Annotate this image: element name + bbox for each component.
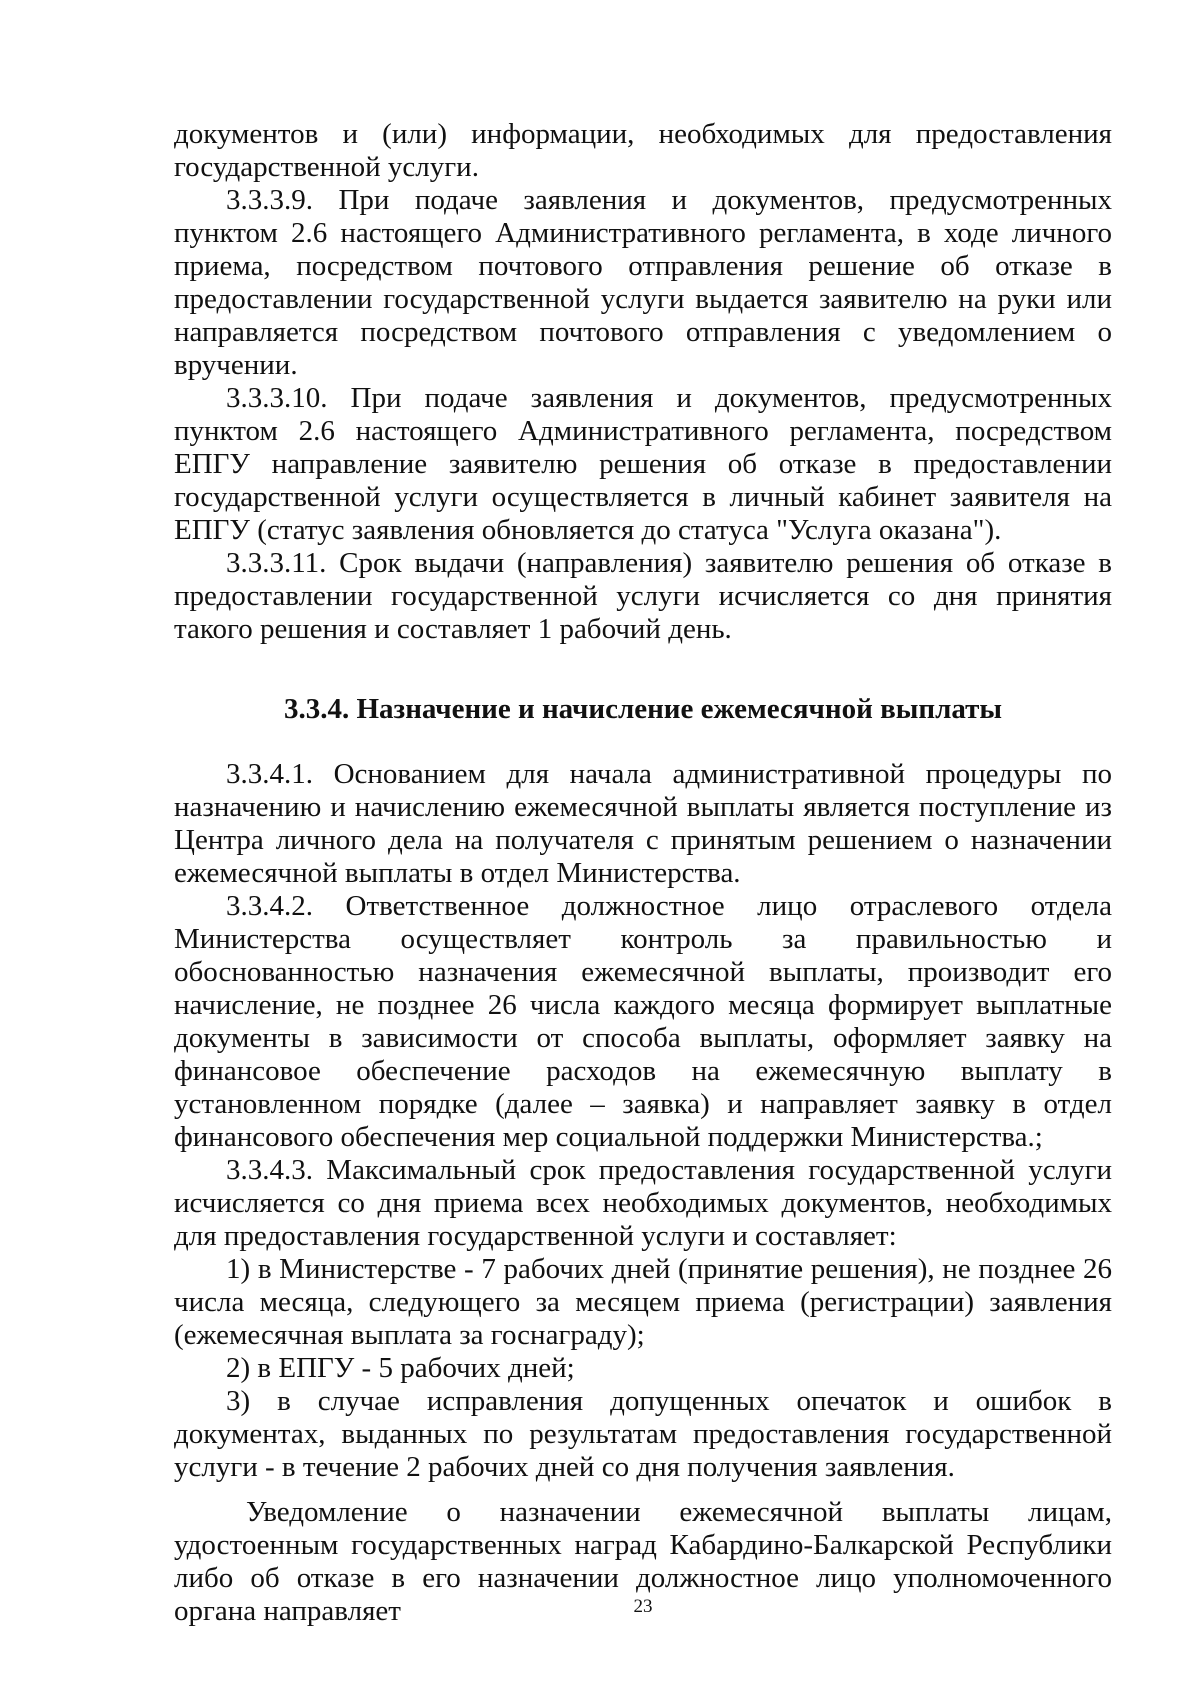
paragraph-3-3-4-1: 3.3.4.1. Основанием для начала административной процедуры по назначению и начислению ежемесячной выплаты является поступление из Центра личного дела на получателя с принятым решением о назначении ежемесячной выплаты в отдел Министерства.	[174, 758, 1112, 889]
paragraph-3-3-3-10: 3.3.3.10. При подаче заявления и документов, предусмотренных пунктом 2.6 настоящего Административного регламента, посредством ЕПГУ направление заявителю решения об отказе в предоставлении государственной услуги осуществляется в личный кабинет заявителя на ЕПГУ (статус заявления обновляется до статуса "Услуга оказана").	[174, 382, 1112, 546]
list-item-2: 2) в ЕПГУ - 5 рабочих дней;	[226, 1352, 575, 1384]
list-item-1: 1) в Министерстве - 7 рабочих дней (принятие решения), не позднее 26 числа месяца, следующего за месяцем приема (регистрации) заявления (ежемесячная выплата за госнаграду);	[174, 1253, 1112, 1351]
list-item-3: 3) в случае исправления допущенных опечаток и ошибок в документах, выданных по результатам предоставления государственной услуги - в течение 2 рабочих дней со дня получения заявления.	[174, 1385, 1112, 1483]
paragraph-3-3-3-9: 3.3.3.9. При подаче заявления и документов, предусмотренных пунктом 2.6 настоящего Административного регламента, в ходе личного приема, посредством почтового отправления решение об отказе в предоставлении государственной услуги выдается заявителю на руки или направляется посредством почтового отправления с уведомлением о вручении.	[174, 184, 1112, 381]
closing-paragraph: Уведомление о назначении ежемесячной выплаты лицам, удостоенным государственных наград Кабардино-Балкарской Республики либо об отказе в его назначении должностное лицо уполномоченного органа направляет	[174, 1496, 1112, 1627]
paragraph-3-3-4-3: 3.3.4.3. Максимальный срок предоставления государственной услуги исчисляется со дня приема всех необходимых документов, необходимых для предоставления государственной услуги и составляет:	[174, 1154, 1112, 1252]
paragraph-3-3-3-11: 3.3.3.11. Срок выдачи (направления) заявителю решения об отказе в предоставлении государственной услуги исчисляется со дня принятия такого решения и составляет 1 рабочий день.	[174, 547, 1112, 645]
page-number: 23	[633, 1596, 653, 1617]
page-body	[174, 118, 1112, 1628]
section-heading: 3.3.4. Назначение и начисление ежемесячной выплаты	[283, 693, 1003, 725]
paragraph-3-3-4-2: 3.3.4.2. Ответственное должностное лицо отраслевого отдела Министерства осуществляет контроль за правильностью и обоснованностью назначения ежемесячной выплаты, производит его начисление, не позднее 26 числа каждого месяца формирует выплатные документы в зависимости от способа выплаты, оформляет заявку на финансовое обеспечение расходов на ежемесячную выплату в установленном порядке (далее – заявка) и направляет заявку в отдел финансового обеспечения мер социальной поддержки Министерства.;	[174, 890, 1112, 1153]
paragraph-continuation: документов и (или) информации, необходимых для предоставления государственной услуги.	[174, 118, 1112, 183]
